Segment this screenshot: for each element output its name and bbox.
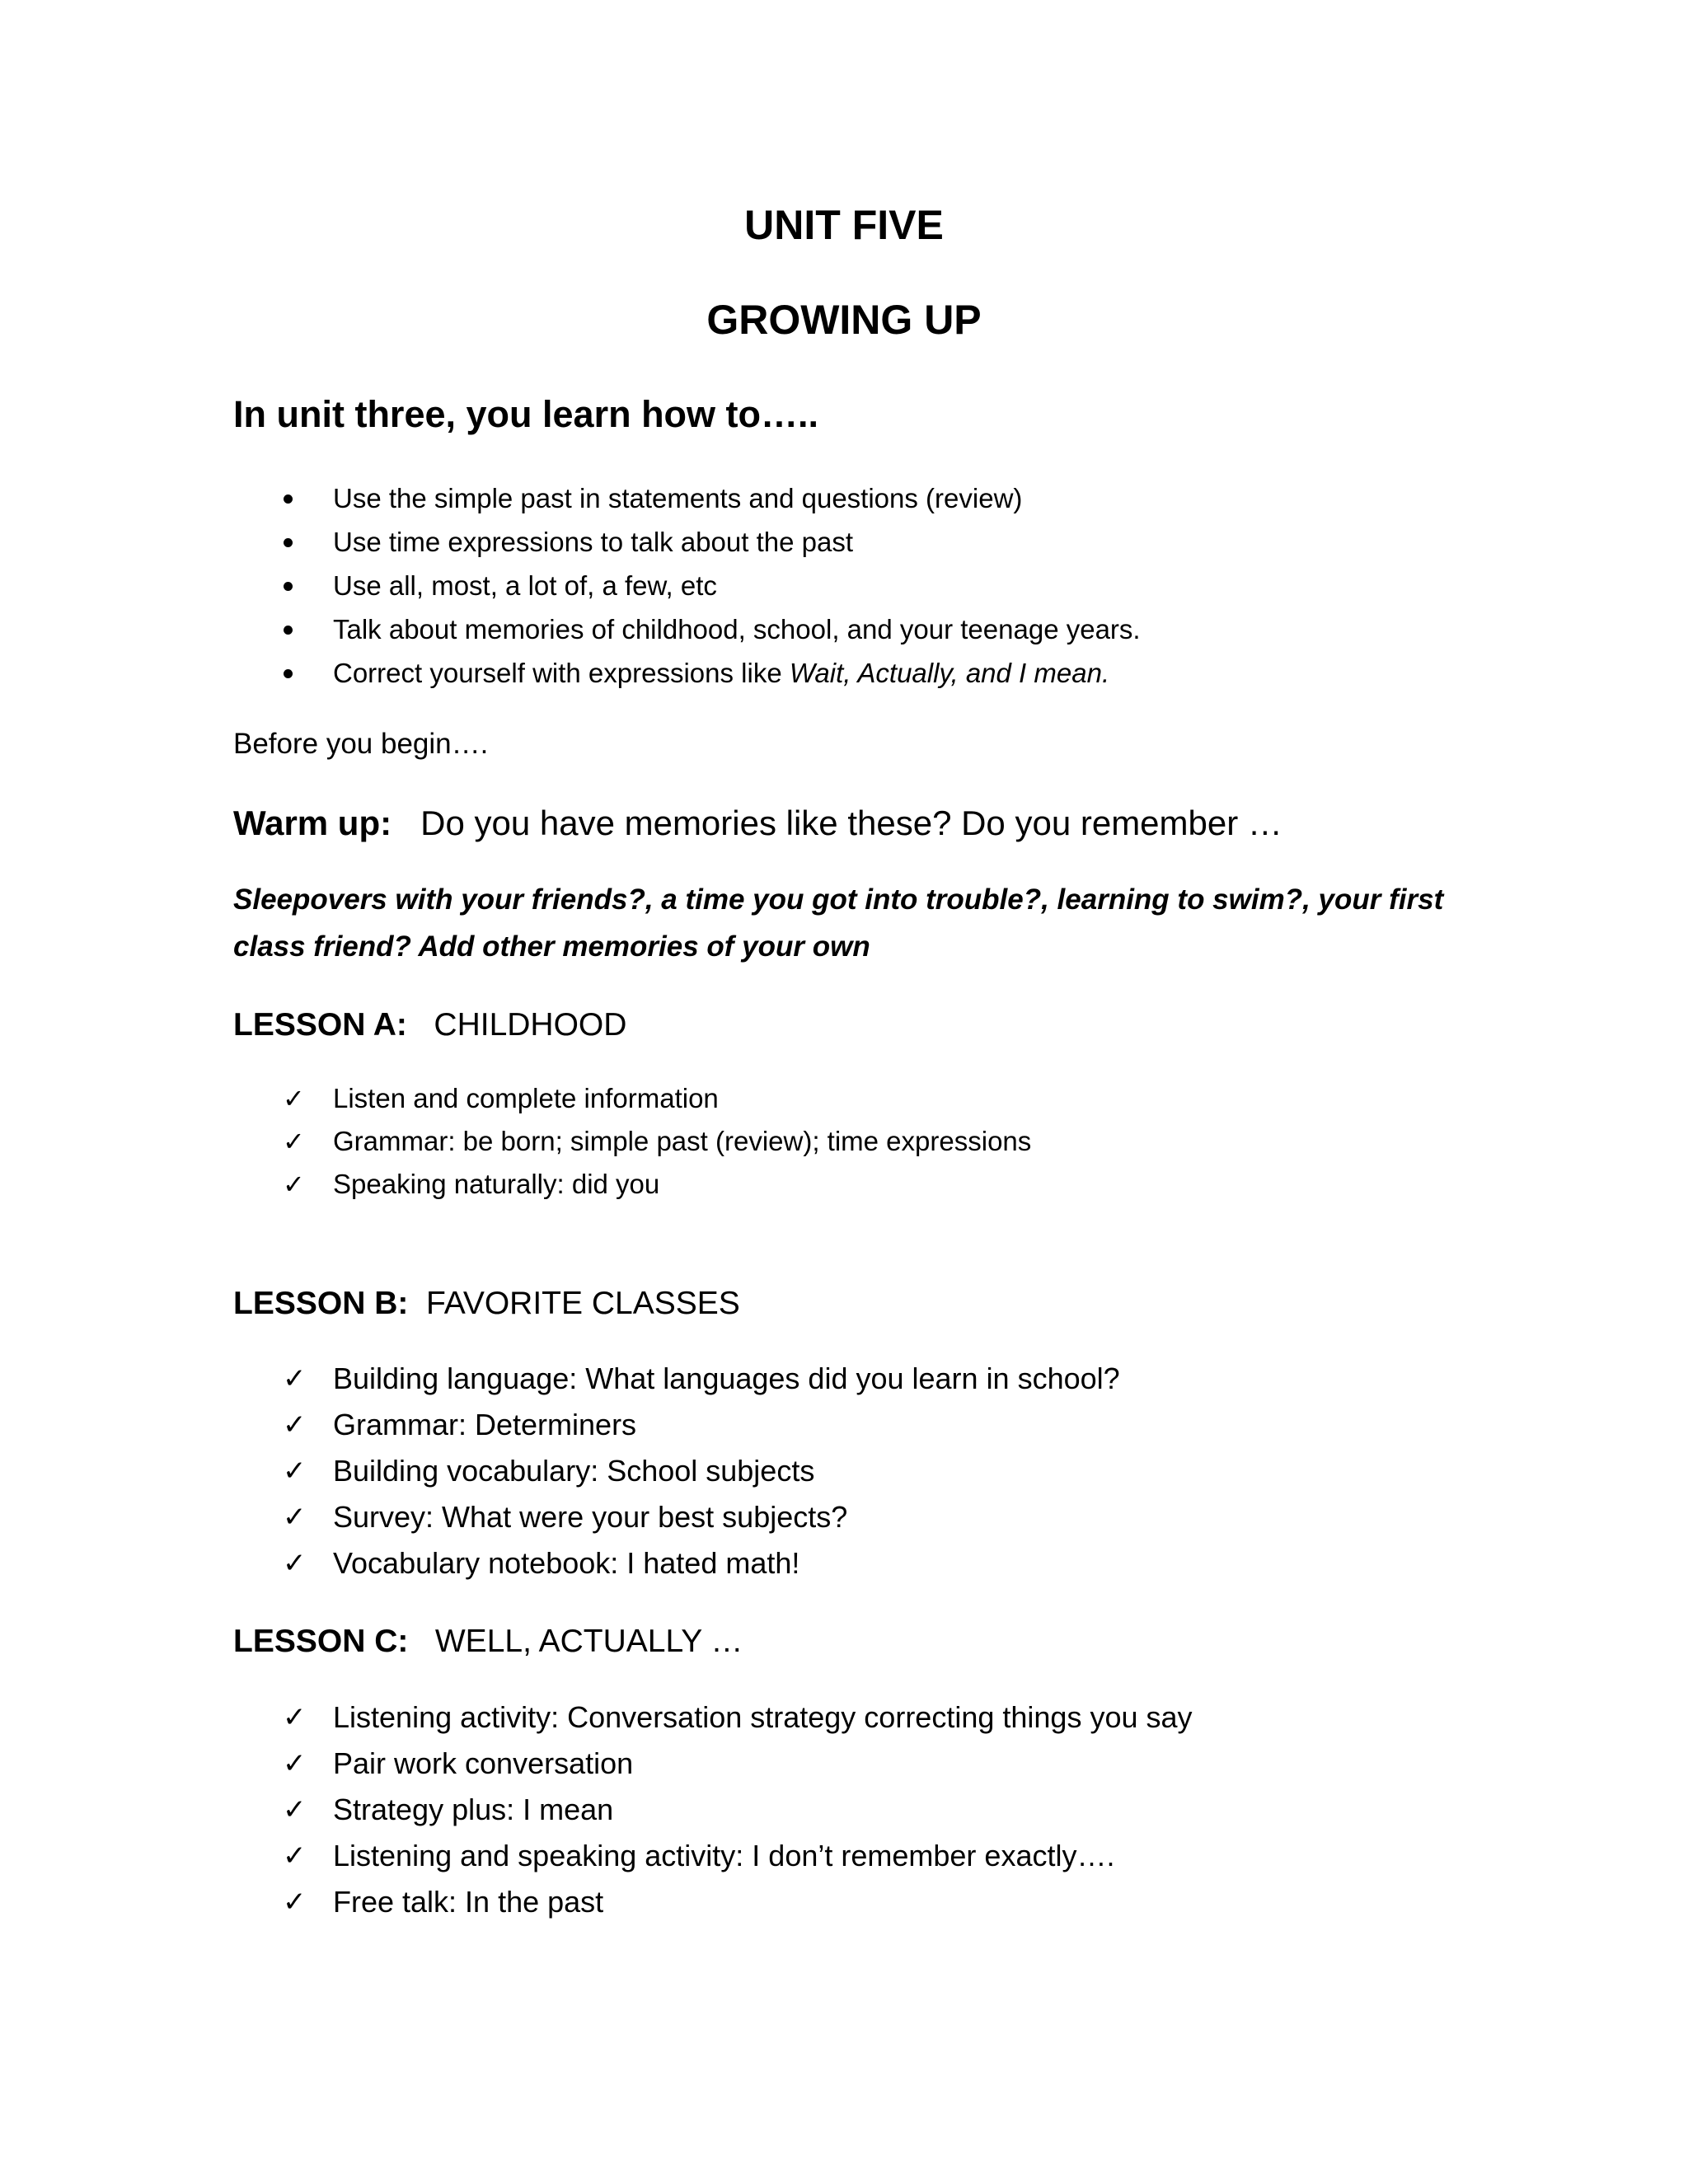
list-item [0,1694,1688,1741]
warmup-label: Warm up: [233,804,392,842]
list-item-text: Vocabulary notebook: I hated math! [333,1546,800,1580]
lesson-c-list [0,1694,1688,1925]
list-item-text: Grammar: be born; simple past (review); time expressions [333,1126,1032,1156]
list-item-text: Grammar: Determiners [333,1408,637,1441]
checkmark-icon: ✓ [283,1701,307,1734]
list-item [0,1356,1688,1402]
checkmark-icon: ✓ [283,1547,307,1580]
list-item-text: Speaking naturally: did you [333,1169,660,1199]
lesson-c-label: LESSON C: [233,1624,409,1659]
memories-prompt: Sleepovers with your friends?, a time you got into trouble?, learning to swim?, your first class friend? Add other memories of your own [233,883,1444,963]
objectives-list [0,476,1688,695]
list-item [0,1402,1688,1448]
list-item-text: Pair work conversation [333,1746,634,1780]
before-you-begin-text: Before you begin…. [233,728,489,760]
objective-item [0,651,1688,695]
objective-item [0,564,1688,607]
lesson-a-title: CHILDHOOD [406,1007,627,1043]
checkmark-icon: ✓ [283,1501,307,1534]
lesson-c-title: WELL, ACTUALLY … [408,1624,743,1659]
lesson-a-label: LESSON A: [233,1007,407,1043]
list-item [0,1120,1688,1163]
list-item [0,1879,1688,1925]
list-item-text: Strategy plus: I mean [333,1793,614,1826]
warmup-question: Do you have memories like these? Do you remember … [392,804,1282,842]
list-item-text: Building vocabulary: School subjects [333,1454,815,1488]
lesson-b-heading [233,1282,740,1326]
list-item [0,1833,1688,1879]
lesson-a-heading [233,1003,626,1047]
list-item [0,1540,1688,1586]
objective-item [0,607,1688,651]
objectives-heading: In unit three, you learn how to….. [233,393,819,435]
checkmark-icon: ✓ [283,1083,305,1114]
objective-text: Use all, most, a lot of, a few, etc [333,570,717,601]
bullet-icon [284,582,293,591]
list-item-text: Listening and speaking activity: I don’t remember exactly…. [333,1839,1115,1872]
list-item [0,1787,1688,1833]
checkmark-icon: ✓ [283,1793,307,1826]
bullet-icon [284,538,293,547]
checkmark-icon: ✓ [283,1408,307,1441]
list-item-text: Free talk: In the past [333,1885,604,1919]
checkmark-icon: ✓ [283,1886,307,1919]
lesson-b-list [0,1356,1688,1586]
checkmark-icon: ✓ [283,1126,305,1157]
checkmark-icon: ✓ [283,1455,307,1488]
list-item [0,1494,1688,1540]
checkmark-icon: ✓ [283,1362,307,1395]
checkmark-icon: ✓ [283,1840,307,1872]
unit-name-title: GROWING UP [706,297,982,343]
objective-item [0,476,1688,520]
list-item-text: Survey: What were your best subjects? [333,1500,848,1534]
bullet-icon [284,626,293,635]
list-item-text: Listening activity: Conversation strategy correcting things you say [333,1700,1193,1734]
lesson-c-heading [233,1619,743,1664]
lesson-b-title: FAVORITE CLASSES [408,1286,740,1321]
bullet-icon [284,669,293,678]
bullet-icon [284,494,293,504]
objective-text [333,651,1109,695]
objective-text-italic: Wait, Actually, and I mean. [789,658,1110,688]
objective-text-prefix: Correct yourself with expressions like [333,658,790,688]
list-item [0,1163,1688,1206]
warmup-line [233,799,1282,847]
lesson-a-list [0,1077,1688,1206]
checkmark-icon: ✓ [283,1747,307,1780]
checkmark-icon: ✓ [283,1169,305,1200]
list-item-text: Listen and complete information [333,1083,719,1113]
objective-text: Talk about memories of childhood, school, and your teenage years. [333,614,1141,644]
list-item [0,1741,1688,1787]
unit-number-title: UNIT FIVE [744,202,944,248]
objective-text: Use the simple past in statements and questions (review) [333,483,1023,513]
objective-item [0,520,1688,564]
list-item [0,1077,1688,1120]
objective-text: Use time expressions to talk about the past [333,527,853,557]
list-item-text: Building language: What languages did you learn in school? [333,1361,1120,1395]
list-item [0,1448,1688,1494]
lesson-b-label: LESSON B: [233,1286,409,1321]
